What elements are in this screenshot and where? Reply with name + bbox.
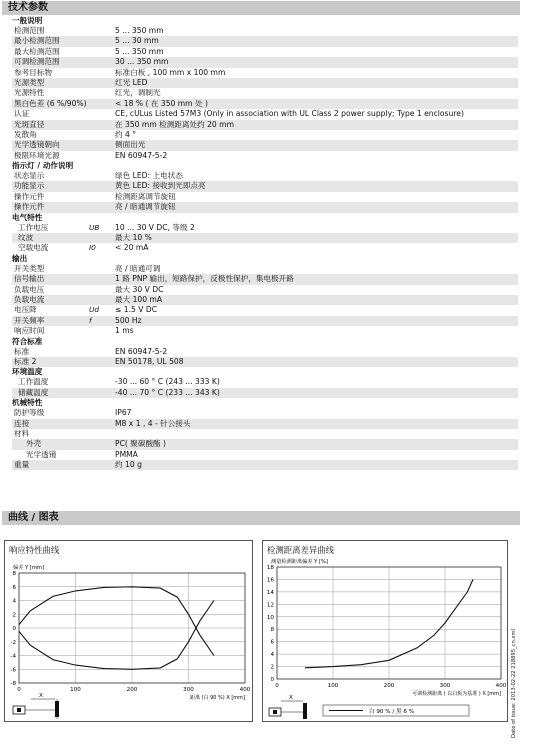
spec-key: 认证 [14,109,30,119]
spec-row [12,78,518,88]
y-tick-label: 2 [12,612,16,619]
spec-symbol: I0 [89,243,96,253]
spec-value: -40 ... 70 ° C (233 ... 343 K) [115,387,220,397]
spec-key: 开关类型 [14,263,45,273]
spec-symbol: UB [89,222,100,232]
y-tick-label: 0 [12,626,16,632]
spec-key: 连接 [14,418,30,428]
spec-row [12,347,518,357]
spec-row [12,36,518,46]
spec-group-heading: 机械特性 [12,398,43,408]
spec-key: 工作温度 [18,377,49,387]
spec-key: 发散角 [14,129,37,139]
spec-key: 光源特性 [14,88,45,98]
x-axis-label: 可调检测距离 ( 以白板为基准 ) X [mm] [412,691,501,697]
spec-row [12,326,518,336]
spec-value: 500 Hz [115,315,142,325]
spec-row [12,109,518,119]
spec-value: 1 ms [115,326,134,336]
y-tick-label: 8 [270,627,274,634]
spec-row [12,295,518,305]
response-curve-chart [5,541,254,723]
spec-row [12,439,518,449]
spec-row [12,192,518,202]
y-tick-label: -4 [10,653,16,660]
y-tick-label: 4 [270,652,274,659]
spec-key: 防护等级 [14,408,45,418]
spec-row [12,460,518,470]
spec-value: PC( 聚碳酸酯 ) [115,439,167,449]
spec-key: 操作元件 [14,202,45,212]
spec-key: 负载电压 [14,284,45,294]
sensor-lens-icon [273,710,277,714]
spec-value: < 18 % ( 在 350 mm 处 ) [115,98,208,108]
spec-group-heading: 指示灯 / 动作说明 [12,161,74,171]
spec-key: 重量 [14,460,30,470]
spec-value: 5 ... 350 mm [115,26,164,35]
spec-value: EN 60947-5-2 [115,346,168,356]
target-plate-icon [303,703,307,719]
spec-row [12,388,518,398]
y-tick-label: 18 [266,565,274,571]
spec-symbol: f [89,315,92,325]
spec-row [12,120,518,130]
y-axis-label: 偏差 Y [mm] [13,565,44,571]
spec-key: 光斑直径 [14,119,45,129]
x-tick-label: 200 [383,683,395,689]
spec-value: 红光 LED [115,77,148,87]
spec-row [12,285,518,295]
series-line [19,601,214,670]
spec-row [12,264,518,274]
spec-key: 响应时间 [14,326,45,336]
spec-symbol: Ud [89,305,100,315]
response-curve-panel [4,540,253,722]
spec-key: 信号输出 [14,274,45,284]
y-tick-label: -2 [10,639,16,646]
x-tick-label: 100 [327,683,339,689]
x-dimension-label: X [289,695,293,701]
spec-group-heading: 电气特性 [12,212,43,222]
y-axis-label: 测量检测距离偏差 Y [%] [271,559,328,565]
spec-value: 标准白板 , 100 mm x 100 mm [115,67,226,77]
spec-row [12,223,518,233]
y-tick-label: 6 [12,584,16,591]
y-tick-label: 8 [12,571,16,577]
response-curve-title: 响应特性曲线 [9,545,60,555]
spec-key: 可调检测范围 [14,57,60,67]
spec-value: M8 x 1 , 4 - 针公接头 [115,418,191,428]
y-tick-label: 14 [266,589,274,596]
spec-row [12,151,518,161]
spec-key: 光学透镜 [26,449,57,459]
spec-value: EN 50178, UL 508 [115,356,184,366]
y-tick-label: 6 [270,639,274,646]
series-line [19,587,214,656]
spec-value: 最大 30 V DC [115,284,164,294]
spec-group-heading: 环境温度 [12,367,43,377]
spec-row [12,202,518,212]
spec-row [12,274,518,284]
x-tick-label: 300 [439,683,451,689]
spec-row [12,450,518,460]
distance-deviation-title: 检测距离差异曲线 [267,545,334,555]
x-tick-label: 400 [239,687,251,693]
sensor-lens-icon [17,708,21,712]
spec-key: 标准 [14,346,30,356]
spec-key: 材料 [14,428,30,438]
spec-key: 标准 2 [14,356,37,366]
spec-value: 5 ... 350 mm [115,46,164,56]
spec-key: 功能显示 [14,181,45,191]
spec-table [12,16,518,470]
spec-value: 约 10 g [115,460,142,470]
spec-row [12,243,518,253]
spec-key: 最小检测范围 [14,36,60,46]
spec-value: 5 ... 30 mm [115,36,159,46]
spec-row [12,26,518,36]
spec-value: 亮 / 暗通调节旋钮 [115,202,176,212]
spec-row [12,419,518,429]
spec-row [12,408,518,418]
tech-params-title: 技术参数 [8,2,48,13]
issue-date-text: Date of issue: 2013-02-22 218895_cn.xml [511,629,517,738]
spec-row [12,233,518,243]
spec-row [12,171,518,181]
spec-group-heading: 一般说明 [12,16,43,25]
spec-value: 在 350 mm 检测距离处约 20 mm [115,119,234,129]
x-tick-label: 100 [70,687,81,693]
spec-value: ≤ 1.5 V DC [115,305,158,315]
spec-key: 纹波 [18,233,34,243]
spec-key: 电压降 [14,305,37,315]
spec-row [12,429,518,439]
y-tick-label: 0 [270,677,274,683]
x-tick-label: 200 [126,687,138,693]
spec-row [12,181,518,191]
spec-key: 储藏温度 [18,387,49,397]
spec-value: < 20 mA [115,243,149,253]
y-tick-label: 4 [12,598,16,605]
y-tick-label: 16 [266,577,274,584]
y-tick-label: -8 [10,681,16,687]
y-tick-label: -6 [10,667,16,674]
spec-group-heading: 符合标准 [12,336,43,346]
spec-value: -30 ... 60 ° C (243 ... 333 K) [115,377,220,387]
spec-value: 红光，调制光 [115,88,161,98]
spec-value: 最大 10 % [115,233,152,243]
spec-key: 开关频率 [14,315,45,325]
spec-key: 极限环境光源 [14,150,60,160]
x-tick-label: 300 [183,687,194,693]
spec-key: 检测范围 [14,26,45,35]
curves-title: 曲线 / 图表 [8,512,59,523]
spec-value: 约 4 ° [115,129,137,139]
spec-key: 负载电流 [14,294,45,304]
y-tick-label: 12 [266,602,274,609]
spec-row [12,88,518,98]
spec-value: IP67 [115,408,132,418]
spec-value: 亮 / 暗通可调 [115,263,161,273]
tech-params-header [2,1,520,15]
spec-value: 10 ... 30 V DC, 等级 2 [115,222,195,232]
spec-row [12,305,518,315]
spec-key: 参考目标物 [14,67,52,77]
spec-key: 光源类型 [14,77,45,87]
spec-value: 黄色 LED: 接收到光即点亮 [115,181,206,191]
spec-group-heading: 输出 [12,253,28,263]
curves-header [2,511,520,525]
y-tick-label: 2 [270,664,274,671]
spec-key: 操作元件 [14,191,45,201]
spec-key: 黑白色差 (6 %/90%) [14,98,87,108]
spec-row [12,316,518,326]
spec-key: 最大检测范围 [14,46,60,56]
spec-row [12,377,518,387]
spec-value: PMMA [115,449,138,459]
spec-value: 30 ... 350 mm [115,57,169,67]
spec-value: 侧面出光 [115,140,146,150]
spec-key: 工作电压 [18,222,49,232]
spec-key: 外壳 [26,439,42,449]
x-tick-label: 400 [495,683,507,689]
spec-key: 光学透镜朝向 [14,140,60,150]
spec-row [12,140,518,150]
spec-row [12,130,518,140]
x-tick-label: 0 [275,683,279,689]
spec-row [12,68,518,78]
x-dimension-label: X [39,693,43,699]
spec-key: 状态显示 [14,171,45,181]
x-tick-label: 0 [17,687,21,693]
spec-row [12,99,518,109]
spec-value: 最大 100 mA [115,294,163,304]
spec-row [12,47,518,57]
spec-row [12,57,518,67]
x-axis-label: 距离 (白 90 %) X [mm] [189,695,245,701]
spec-value: EN 60947-5-2 [115,150,168,160]
legend-label: 白 90 % / 黑 6 % [369,709,415,715]
spec-value: CE, cULus Listed 57M3 (Only in association with UL Class 2 power supply; Type 1 enclosure) [115,109,464,119]
distance-deviation-panel [262,540,508,722]
spec-key: 空载电流 [18,243,49,253]
y-tick-label: 10 [266,614,274,621]
spec-value: 绿色 LED: 上电状态 [115,171,183,181]
spec-value: 检测距离调节旋钮 [115,191,176,201]
distance-deviation-chart [263,541,509,723]
spec-row [12,357,518,367]
spec-value: 1 路 PNP 输出，短路保护，反极性保护，集电极开路 [115,274,294,284]
